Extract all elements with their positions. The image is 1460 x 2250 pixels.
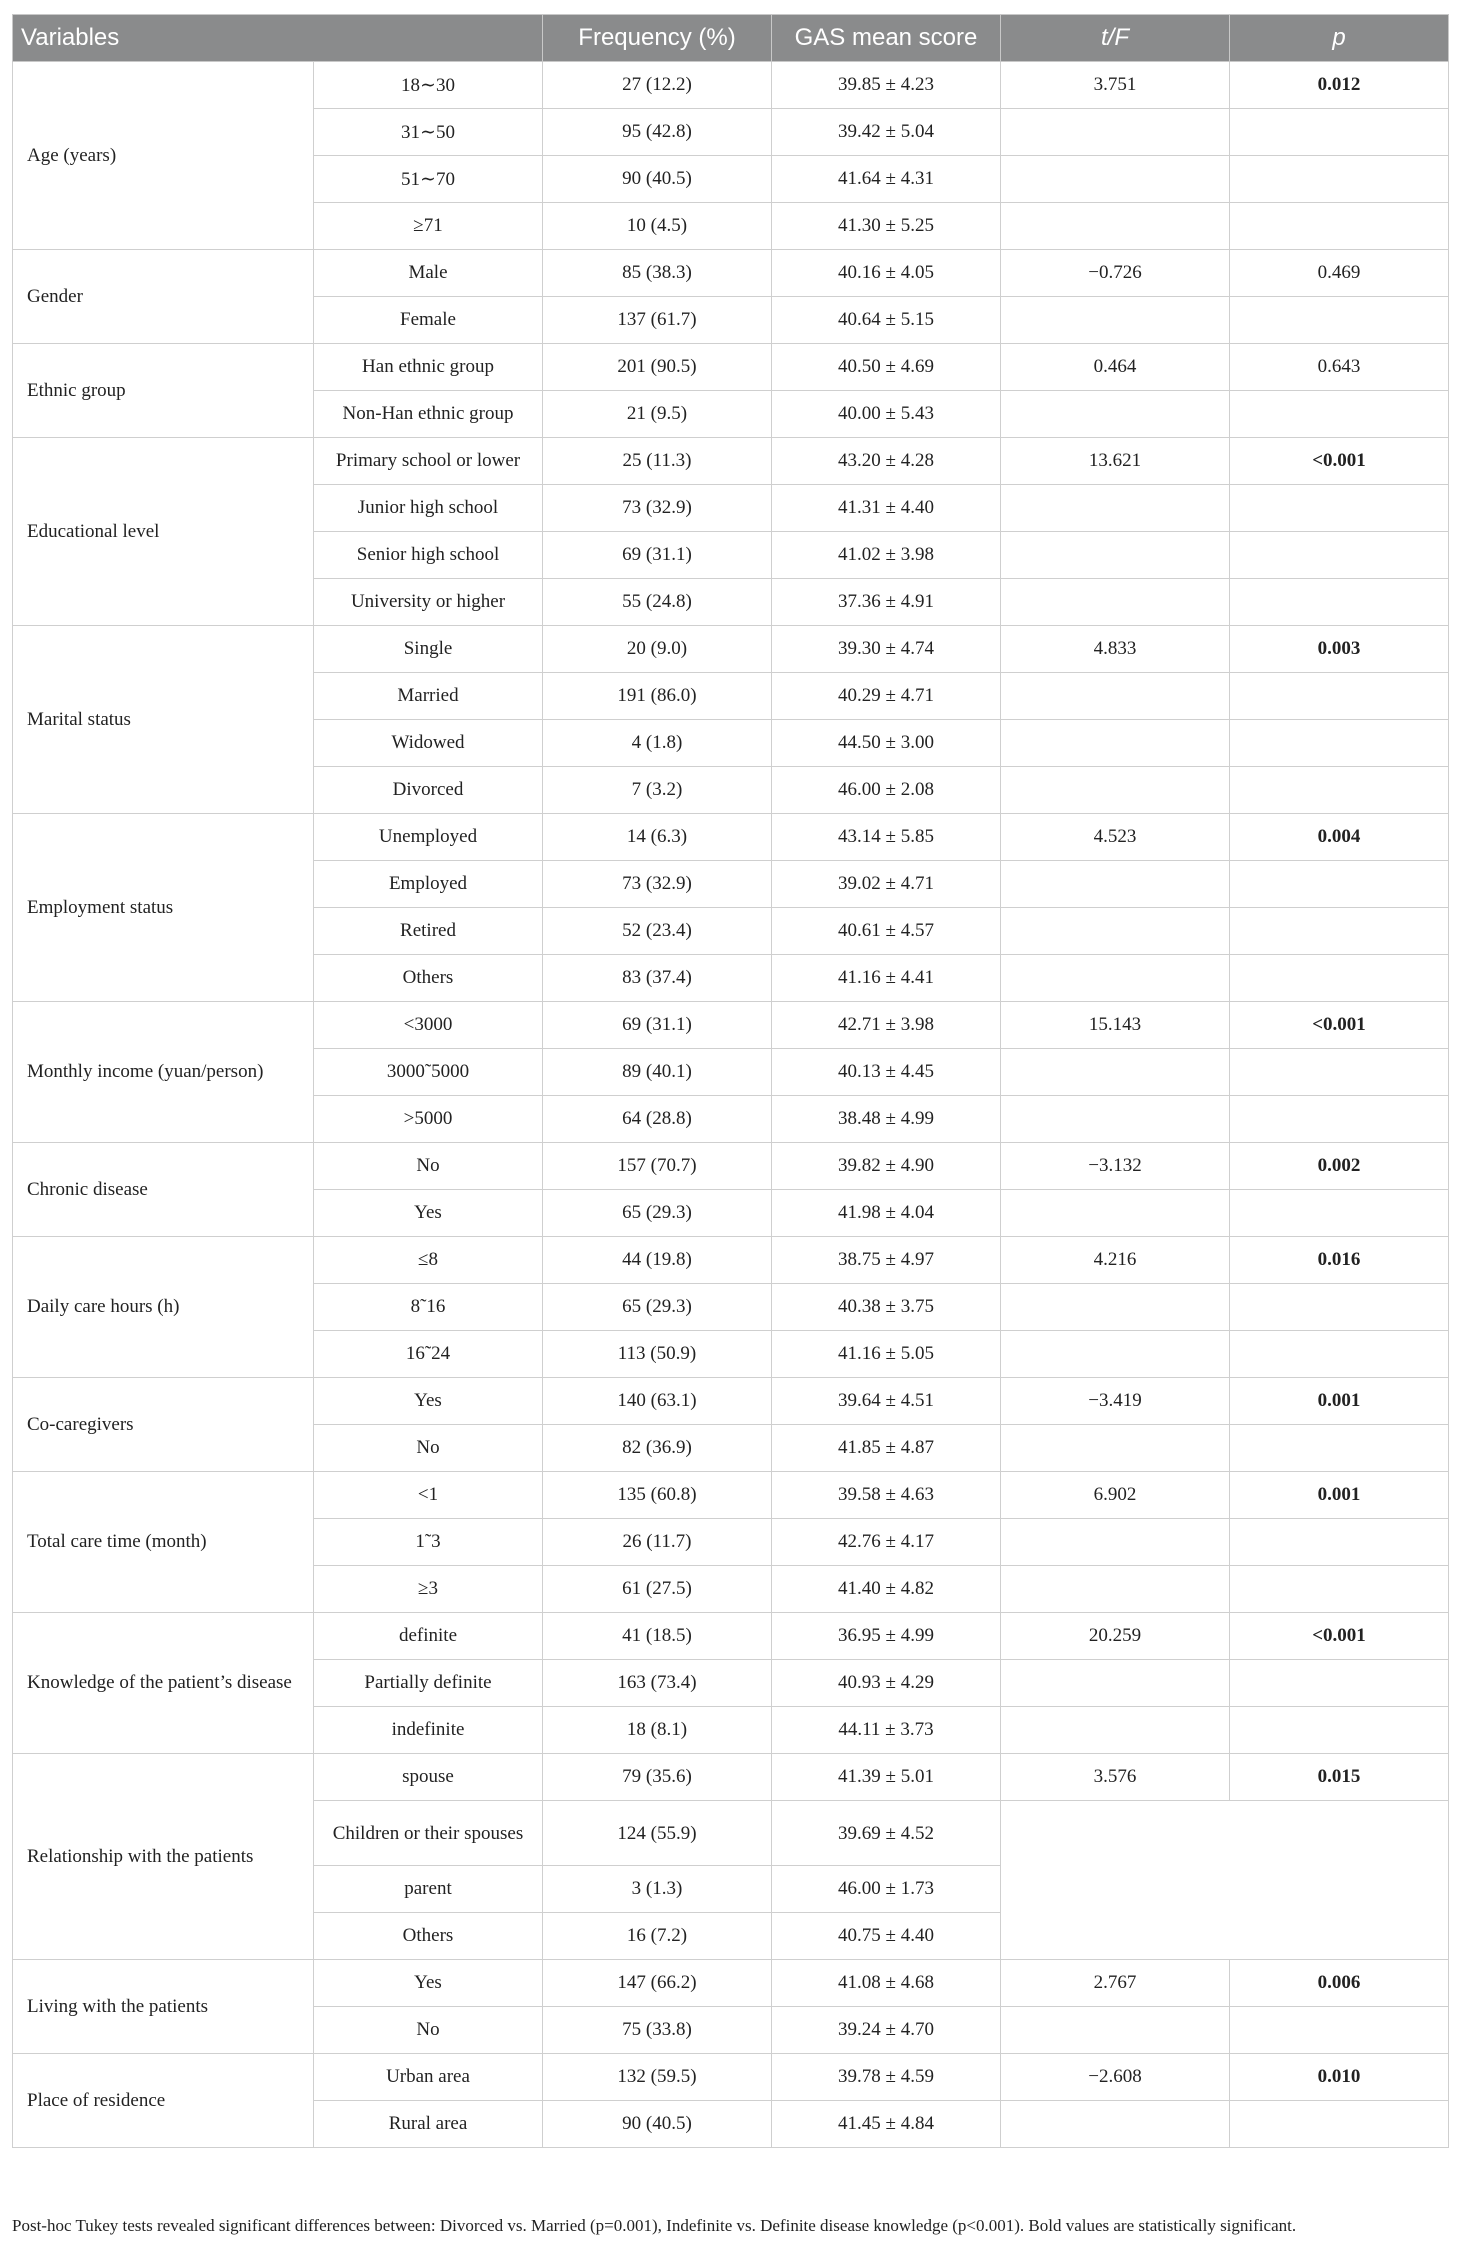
category-label: Female (314, 297, 543, 344)
empty-cell (1001, 1425, 1230, 1472)
frequency-cell: 201 (90.5) (543, 344, 772, 391)
category-label: Others (314, 955, 543, 1002)
category-label: spouse (314, 1754, 543, 1801)
category-label: Rural area (314, 2101, 543, 2148)
frequency-cell: 157 (70.7) (543, 1143, 772, 1190)
frequency-cell: 83 (37.4) (543, 955, 772, 1002)
empty-cell (1001, 673, 1230, 720)
category-label: Non-Han ethnic group (314, 391, 543, 438)
empty-cell (1230, 1049, 1449, 1096)
variable-name: Knowledge of the patient’s disease (13, 1613, 314, 1754)
p-value: 0.010 (1230, 2054, 1449, 2101)
variable-name: Relationship with the patients (13, 1754, 314, 1960)
frequency-cell: 82 (36.9) (543, 1425, 772, 1472)
frequency-cell: 20 (9.0) (543, 626, 772, 673)
empty-cell (1001, 203, 1230, 250)
table-row (13, 438, 1449, 485)
category-label: Divorced (314, 767, 543, 814)
gas-score-cell: 39.82 ± 4.90 (772, 1143, 1001, 1190)
p-value: 0.015 (1230, 1754, 1449, 1801)
gas-score-cell: 40.64 ± 5.15 (772, 297, 1001, 344)
frequency-cell: 140 (63.1) (543, 1378, 772, 1425)
category-label: 8˜16 (314, 1284, 543, 1331)
empty-cell (1230, 955, 1449, 1002)
tf-value: 15.143 (1001, 1002, 1230, 1049)
empty-cell (1230, 1707, 1449, 1754)
frequency-cell: 73 (32.9) (543, 861, 772, 908)
variable-name: Co-caregivers (13, 1378, 314, 1472)
gas-score-cell: 39.58 ± 4.63 (772, 1472, 1001, 1519)
frequency-cell: 69 (31.1) (543, 1002, 772, 1049)
gas-score-cell: 41.16 ± 5.05 (772, 1331, 1001, 1378)
empty-cell (1230, 109, 1449, 156)
frequency-cell: 65 (29.3) (543, 1190, 772, 1237)
empty-cell (1001, 391, 1230, 438)
empty-cell (1001, 1801, 1230, 1960)
empty-cell (1001, 1096, 1230, 1143)
empty-cell (1001, 767, 1230, 814)
gas-score-cell: 46.00 ± 2.08 (772, 767, 1001, 814)
frequency-cell: 113 (50.9) (543, 1331, 772, 1378)
empty-cell (1001, 908, 1230, 955)
tf-value: 4.833 (1001, 626, 1230, 673)
frequency-cell: 44 (19.8) (543, 1237, 772, 1284)
tf-value: 4.216 (1001, 1237, 1230, 1284)
frequency-cell: 14 (6.3) (543, 814, 772, 861)
empty-cell (1230, 1425, 1449, 1472)
empty-cell (1230, 1096, 1449, 1143)
tf-value: 4.523 (1001, 814, 1230, 861)
gas-score-cell: 40.75 ± 4.40 (772, 1913, 1001, 1960)
empty-cell (1230, 532, 1449, 579)
gas-score-cell: 43.20 ± 4.28 (772, 438, 1001, 485)
gas-score-cell: 41.30 ± 5.25 (772, 203, 1001, 250)
category-label: Yes (314, 1190, 543, 1237)
category-label: Yes (314, 1960, 543, 2007)
empty-cell (1230, 1331, 1449, 1378)
empty-cell (1001, 1707, 1230, 1754)
frequency-cell: 7 (3.2) (543, 767, 772, 814)
category-label: 3000˜5000 (314, 1049, 543, 1096)
category-label: Employed (314, 861, 543, 908)
frequency-cell: 41 (18.5) (543, 1613, 772, 1660)
frequency-cell: 73 (32.9) (543, 485, 772, 532)
variable-name: Employment status (13, 814, 314, 1002)
empty-cell (1001, 2007, 1230, 2054)
tf-value: 2.767 (1001, 1960, 1230, 2007)
variable-name: Ethnic group (13, 344, 314, 438)
category-label: Unemployed (314, 814, 543, 861)
variable-name: Living with the patients (13, 1960, 314, 2054)
variable-name: Monthly income (yuan/person) (13, 1002, 314, 1143)
empty-cell (1001, 579, 1230, 626)
table-row (13, 344, 1449, 391)
empty-cell (1001, 297, 1230, 344)
category-label: 31∼50 (314, 109, 543, 156)
frequency-cell: 132 (59.5) (543, 2054, 772, 2101)
p-value: <0.001 (1230, 1613, 1449, 1660)
empty-cell (1230, 1566, 1449, 1613)
variable-name: Chronic disease (13, 1143, 314, 1237)
p-value: <0.001 (1230, 438, 1449, 485)
category-label: No (314, 1425, 543, 1472)
gas-score-cell: 40.00 ± 5.43 (772, 391, 1001, 438)
frequency-cell: 90 (40.5) (543, 2101, 772, 2148)
frequency-cell: 135 (60.8) (543, 1472, 772, 1519)
gas-score-cell: 40.29 ± 4.71 (772, 673, 1001, 720)
frequency-cell: 95 (42.8) (543, 109, 772, 156)
category-label: ≤8 (314, 1237, 543, 1284)
gas-score-cell: 40.13 ± 4.45 (772, 1049, 1001, 1096)
gas-score-cell: 40.50 ± 4.69 (772, 344, 1001, 391)
empty-cell (1001, 1331, 1230, 1378)
tf-value: 20.259 (1001, 1613, 1230, 1660)
p-value: 0.006 (1230, 1960, 1449, 2007)
variable-name: Gender (13, 250, 314, 344)
table-row (13, 1613, 1449, 1660)
empty-cell (1001, 955, 1230, 1002)
gas-score-cell: 39.30 ± 4.74 (772, 626, 1001, 673)
frequency-cell: 79 (35.6) (543, 1754, 772, 1801)
frequency-cell: 55 (24.8) (543, 579, 772, 626)
variable-name: Age (years) (13, 62, 314, 250)
empty-cell (1230, 1284, 1449, 1331)
empty-cell (1230, 391, 1449, 438)
frequency-cell: 65 (29.3) (543, 1284, 772, 1331)
tf-value: 13.621 (1001, 438, 1230, 485)
category-label: Junior high school (314, 485, 543, 532)
frequency-cell: 163 (73.4) (543, 1660, 772, 1707)
gas-score-cell: 42.76 ± 4.17 (772, 1519, 1001, 1566)
empty-cell (1230, 485, 1449, 532)
gas-score-cell: 41.98 ± 4.04 (772, 1190, 1001, 1237)
table-row (13, 1960, 1449, 2007)
table-row (13, 1002, 1449, 1049)
p-value: 0.001 (1230, 1472, 1449, 1519)
frequency-cell: 64 (28.8) (543, 1096, 772, 1143)
header-t-f: t/F (1001, 15, 1230, 62)
table-row (13, 250, 1449, 297)
p-value: 0.004 (1230, 814, 1449, 861)
tf-value: 6.902 (1001, 1472, 1230, 1519)
p-value: 0.016 (1230, 1237, 1449, 1284)
category-label: Widowed (314, 720, 543, 767)
frequency-cell: 69 (31.1) (543, 532, 772, 579)
category-label: definite (314, 1613, 543, 1660)
header-variables: Variables (13, 15, 543, 62)
frequency-cell: 26 (11.7) (543, 1519, 772, 1566)
p-value: 0.643 (1230, 344, 1449, 391)
p-value: 0.003 (1230, 626, 1449, 673)
gas-score-cell: 41.40 ± 4.82 (772, 1566, 1001, 1613)
table-row (13, 1378, 1449, 1425)
frequency-cell: 61 (27.5) (543, 1566, 772, 1613)
empty-cell (1001, 1190, 1230, 1237)
tf-value: −3.419 (1001, 1378, 1230, 1425)
empty-cell (1230, 297, 1449, 344)
empty-cell (1230, 2007, 1449, 2054)
empty-cell (1230, 2101, 1449, 2148)
gas-score-cell: 38.48 ± 4.99 (772, 1096, 1001, 1143)
gas-score-cell: 40.61 ± 4.57 (772, 908, 1001, 955)
empty-cell (1001, 109, 1230, 156)
category-label: <3000 (314, 1002, 543, 1049)
category-label: 51∼70 (314, 156, 543, 203)
gas-score-cell: 41.85 ± 4.87 (772, 1425, 1001, 1472)
gas-score-cell: 39.02 ± 4.71 (772, 861, 1001, 908)
frequency-cell: 191 (86.0) (543, 673, 772, 720)
category-label: Yes (314, 1378, 543, 1425)
frequency-cell: 89 (40.1) (543, 1049, 772, 1096)
gas-score-cell: 43.14 ± 5.85 (772, 814, 1001, 861)
category-label: ≥3 (314, 1566, 543, 1613)
table-row (13, 2054, 1449, 2101)
gas-score-cell: 41.31 ± 4.40 (772, 485, 1001, 532)
gas-score-cell: 44.50 ± 3.00 (772, 720, 1001, 767)
category-label: <1 (314, 1472, 543, 1519)
empty-cell (1001, 156, 1230, 203)
table-row (13, 626, 1449, 673)
frequency-cell: 25 (11.3) (543, 438, 772, 485)
empty-cell (1001, 1049, 1230, 1096)
frequency-cell: 52 (23.4) (543, 908, 772, 955)
gas-score-cell: 40.93 ± 4.29 (772, 1660, 1001, 1707)
category-label: 18∼30 (314, 62, 543, 109)
empty-cell (1230, 767, 1449, 814)
category-label: Senior high school (314, 532, 543, 579)
category-label: 16˜24 (314, 1331, 543, 1378)
empty-cell (1001, 1660, 1230, 1707)
gas-score-cell: 40.38 ± 3.75 (772, 1284, 1001, 1331)
category-label: ≥71 (314, 203, 543, 250)
frequency-cell: 85 (38.3) (543, 250, 772, 297)
frequency-cell: 147 (66.2) (543, 1960, 772, 2007)
table-row (13, 1143, 1449, 1190)
variable-name: Place of residence (13, 2054, 314, 2148)
footnote: Post-hoc Tukey tests revealed significant differences between: Divorced vs. Married (p=0.001), Indefinite vs. Definite disease knowledge (p<0.001). Bold values are statistically significant. (12, 2216, 1297, 2235)
table-row (13, 814, 1449, 861)
empty-cell (1230, 673, 1449, 720)
gas-score-cell: 39.24 ± 4.70 (772, 2007, 1001, 2054)
table-body (13, 62, 1449, 2148)
empty-cell (1001, 532, 1230, 579)
category-label: Urban area (314, 2054, 543, 2101)
gas-score-cell: 46.00 ± 1.73 (772, 1866, 1001, 1913)
empty-cell (1230, 203, 1449, 250)
empty-cell (1001, 1519, 1230, 1566)
p-value: 0.002 (1230, 1143, 1449, 1190)
frequency-cell: 90 (40.5) (543, 156, 772, 203)
frequency-cell: 4 (1.8) (543, 720, 772, 767)
gas-score-cell: 41.16 ± 4.41 (772, 955, 1001, 1002)
gas-score-cell: 36.95 ± 4.99 (772, 1613, 1001, 1660)
category-label: Partially definite (314, 1660, 543, 1707)
tf-value: −0.726 (1001, 250, 1230, 297)
empty-cell (1230, 861, 1449, 908)
variable-name: Total care time (month) (13, 1472, 314, 1613)
category-label: University or higher (314, 579, 543, 626)
category-label: Married (314, 673, 543, 720)
gas-score-cell: 42.71 ± 3.98 (772, 1002, 1001, 1049)
empty-cell (1001, 720, 1230, 767)
gas-score-cell: 39.69 ± 4.52 (772, 1801, 1001, 1866)
empty-cell (1230, 720, 1449, 767)
frequency-cell: 75 (33.8) (543, 2007, 772, 2054)
empty-cell (1230, 1519, 1449, 1566)
table-row (13, 62, 1449, 109)
frequency-cell: 16 (7.2) (543, 1913, 772, 1960)
frequency-cell: 124 (55.9) (543, 1801, 772, 1866)
empty-cell (1001, 1284, 1230, 1331)
results-table (12, 14, 1449, 2148)
category-label: Single (314, 626, 543, 673)
gas-score-cell: 41.08 ± 4.68 (772, 1960, 1001, 2007)
empty-cell (1001, 485, 1230, 532)
empty-cell (1230, 908, 1449, 955)
frequency-cell: 27 (12.2) (543, 62, 772, 109)
empty-cell (1230, 1801, 1449, 1960)
empty-cell (1001, 1566, 1230, 1613)
frequency-cell: 137 (61.7) (543, 297, 772, 344)
category-label: Children or their spouses (314, 1801, 543, 1866)
frequency-cell: 18 (8.1) (543, 1707, 772, 1754)
frequency-cell: 21 (9.5) (543, 391, 772, 438)
category-label: Primary school or lower (314, 438, 543, 485)
category-label: 1˜3 (314, 1519, 543, 1566)
category-label: indefinite (314, 1707, 543, 1754)
gas-score-cell: 40.16 ± 4.05 (772, 250, 1001, 297)
empty-cell (1230, 1190, 1449, 1237)
gas-score-cell: 39.64 ± 4.51 (772, 1378, 1001, 1425)
gas-score-cell: 39.85 ± 4.23 (772, 62, 1001, 109)
tf-value: 3.751 (1001, 62, 1230, 109)
gas-score-cell: 39.42 ± 5.04 (772, 109, 1001, 156)
category-label: Han ethnic group (314, 344, 543, 391)
tf-value: 3.576 (1001, 1754, 1230, 1801)
table-row (13, 1237, 1449, 1284)
header-frequency: Frequency (%) (543, 15, 772, 62)
tf-value: 0.464 (1001, 344, 1230, 391)
tf-value: −3.132 (1001, 1143, 1230, 1190)
variable-name: Marital status (13, 626, 314, 814)
variable-name: Educational level (13, 438, 314, 626)
gas-score-cell: 44.11 ± 3.73 (772, 1707, 1001, 1754)
gas-score-cell: 38.75 ± 4.97 (772, 1237, 1001, 1284)
empty-cell (1001, 2101, 1230, 2148)
gas-score-cell: 41.39 ± 5.01 (772, 1754, 1001, 1801)
variable-name: Daily care hours (h) (13, 1237, 314, 1378)
p-value: <0.001 (1230, 1002, 1449, 1049)
gas-score-cell: 41.64 ± 4.31 (772, 156, 1001, 203)
gas-score-cell: 39.78 ± 4.59 (772, 2054, 1001, 2101)
category-label: Others (314, 1913, 543, 1960)
category-label: No (314, 2007, 543, 2054)
empty-cell (1001, 861, 1230, 908)
category-label: >5000 (314, 1096, 543, 1143)
results-table-container (12, 14, 1448, 2148)
gas-score-cell: 41.45 ± 4.84 (772, 2101, 1001, 2148)
p-value: 0.012 (1230, 62, 1449, 109)
table-row (13, 1754, 1449, 1801)
header-p: p (1230, 15, 1449, 62)
table-row (13, 1472, 1449, 1519)
category-label: No (314, 1143, 543, 1190)
category-label: parent (314, 1866, 543, 1913)
empty-cell (1230, 579, 1449, 626)
frequency-cell: 3 (1.3) (543, 1866, 772, 1913)
header-gas-mean-score: GAS mean score (772, 15, 1001, 62)
empty-cell (1230, 156, 1449, 203)
p-value: 0.001 (1230, 1378, 1449, 1425)
frequency-cell: 10 (4.5) (543, 203, 772, 250)
category-label: Male (314, 250, 543, 297)
gas-score-cell: 41.02 ± 3.98 (772, 532, 1001, 579)
empty-cell (1230, 1660, 1449, 1707)
category-label: Retired (314, 908, 543, 955)
header-row (13, 15, 1449, 62)
gas-score-cell: 37.36 ± 4.91 (772, 579, 1001, 626)
tf-value: −2.608 (1001, 2054, 1230, 2101)
p-value: 0.469 (1230, 250, 1449, 297)
